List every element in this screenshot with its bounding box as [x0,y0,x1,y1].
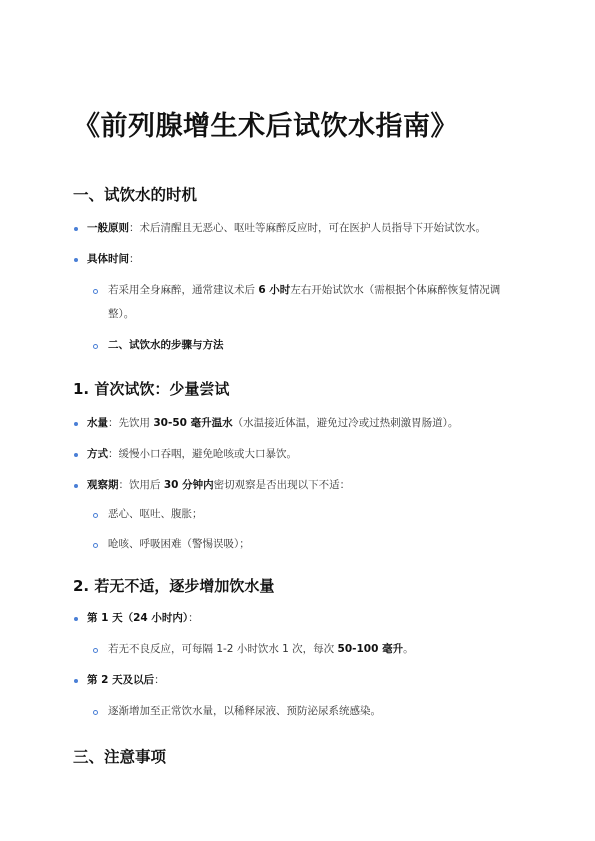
sub-item-day-one-detail: 若无不良反应，可每隔 1-2 小时饮水 1 次，每次 50-100 毫升。 [108,643,414,655]
bullet-dot [74,484,78,488]
sub-item-nausea: 恶心、呕吐、腹胀； [108,508,203,520]
document-title: 《前列腺增生术后试饮水指南》 [73,111,458,142]
sub-item-general-anesthesia: 若采用全身麻醉，通常建议术后 6 小时左右开始试饮水（需根据个体麻醉恢复情况调 [108,284,501,296]
sub-bullet-circle [93,543,98,548]
section-heading-timing: 一、试饮水的时机 [73,186,198,204]
sub-bullet-circle [93,648,98,653]
bullet-dot [74,227,78,231]
bullet-dot [74,617,78,621]
list-item-method: 方式：缓慢小口吞咽，避免呛咳或大口暴饮。 [87,448,297,460]
list-item-day-one: 第 1 天（24 小时内）： [87,612,199,624]
sub-bullet-circle [93,289,98,294]
bullet-dot [74,258,78,262]
list-item-water-amount: 水量：先饮用 30-50 毫升温水（水温接近体温，避免过冷或过热刺激胃肠道）。 [87,417,459,429]
section-heading-increase: 2. 若无不适，逐步增加饮水量 [73,577,275,595]
list-item-observation: 观察期：饮用后 30 分钟内密切观察是否出现以下不适： [87,479,351,491]
list-item-day-two: 第 2 天及以后： [87,674,165,686]
bullet-dot [74,679,78,683]
list-item-general-principle: 一般原则：术后清醒且无恶心、呕吐等麻醉反应时，可在医护人员指导下开始试饮水。 [87,222,486,234]
bullet-dot [74,453,78,457]
sub-item-choking: 呛咳、呼吸困难（警惕误吸）； [108,538,250,550]
sub-bullet-circle [93,344,98,349]
sub-item-general-anesthesia-cont: 整）。 [108,308,135,320]
sub-item-day-two-detail: 逐渐增加至正常饮水量，以稀释尿液、预防泌尿系统感染。 [108,705,381,717]
list-item-specific-time: 具体时间： [87,253,140,265]
section-heading-first-trial: 1. 首次试饮：少量尝试 [73,380,230,398]
sub-item-steps-heading: 二、试饮水的步骤与方法 [108,339,224,351]
sub-bullet-circle [93,513,98,518]
bullet-dot [74,422,78,426]
sub-bullet-circle [93,710,98,715]
section-heading-notes: 三、注意事项 [73,748,167,766]
